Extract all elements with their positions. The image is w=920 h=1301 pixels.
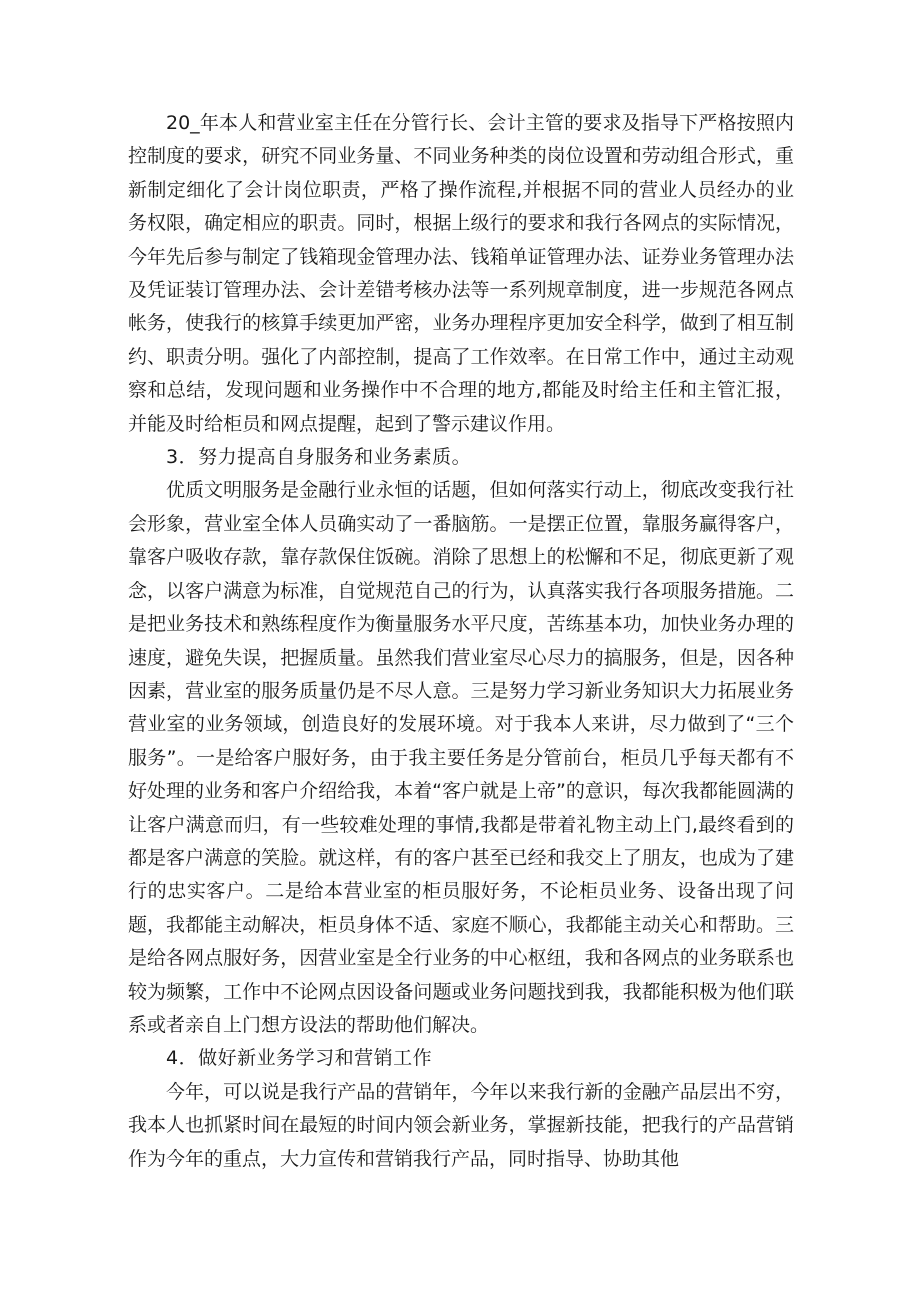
- body-paragraph: 优质文明服务是金融行业永恒的话题，但如何落实行动上，彻底改变我行社会形象，营业室全体人员确实动了一番脑筋。一是摆正位置，靠服务赢得客户，靠客户吸收存款，靠存款保住饭碗。消除了思想上的松懈和不足，彻底更新了观念，以客户满意为标准，自觉规范自己的行为，认真落实我行各项服务措施。二是把业务技术和熟练程度作为衡量服务水平尺度，苦练基本功，加快业务办理的速度，避免失误，把握质量。虽然我们营业室尽心尽力的搞服务，但是，因各种因素，营业室的服务质量仍是不尽人意。三是努力学习新业务知识大力拓展业务营业室的业务领域，创造良好的发展环境。对于我本人来讲，尽力做到了“三个服务”。一是给客户服好务，由于我主要任务是分管前台，柜员几乎每天都有不好处理的业务和客户介绍给我，本着“客户就是上帝”的意识，每次我都能圆满的让客户满意而归，有一些较难处理的事情,我都是带着礼物主动上门,最终看到的都是客户满意的笑脸。就这样，有的客户甚至已经和我交上了朋友，也成为了建行的忠实客户。二是给本营业室的柜员服好务，不论柜员业务、设备出现了问题，我都能主动解决，柜员身体不适、家庭不顺心，我都能主动关心和帮助。三是给各网点服好务，因营业室是全行业务的中心枢纽，我和各网点的业务联系也较为频繁，工作中不论网点因设备问题或业务问题找到我，我都能积极为他们联系或者亲自上门想方设法的帮助他们解决。: [128, 479, 794, 1036]
- body-paragraph: 今年，可以说是我行产品的营销年，今年以来我行新的金融产品层出不穷，我本人也抓紧时间在最短的时间内领会新业务，掌握新技能，把我行的产品营销作为今年的重点，大力宣传和营销我行产品，同时指导、协助其他: [128, 1080, 794, 1170]
- section-heading: 3．努力提高自身服务和业务素质。: [166, 446, 472, 469]
- section-heading: 4．做好新业务学习和营销工作: [166, 1047, 433, 1070]
- document-body: [128, 107, 794, 1176]
- body-paragraph: 20_年本人和营业室主任在分管行长、会计主管的要求及指导下严格按照内控制度的要求，研究不同业务量、不同业务种类的岗位设置和劳动组合形式，重新制定细化了会计岗位职责，严格了操作流程,并根据不同的营业人员经办的业务权限，确定相应的职责。同时，根据上级行的要求和我行各网点的实际情况，今年先后参与制定了钱箱现金管理办法、钱箱单证管理办法、证券业务管理办法及凭证装订管理办法、会计差错考核办法等一系列规章制度，进一步规范各网点帐务，使我行的核算手续更加严密，业务办理程序更加安全科学，做到了相互制约、职责分明。强化了内部控制，提高了工作效率。在日常工作中，通过主动观察和总结，发现问题和业务操作中不合理的地方,都能及时给主任和主管汇报，并能及时给柜员和网点提醒，起到了警示建议作用。: [128, 112, 794, 435]
